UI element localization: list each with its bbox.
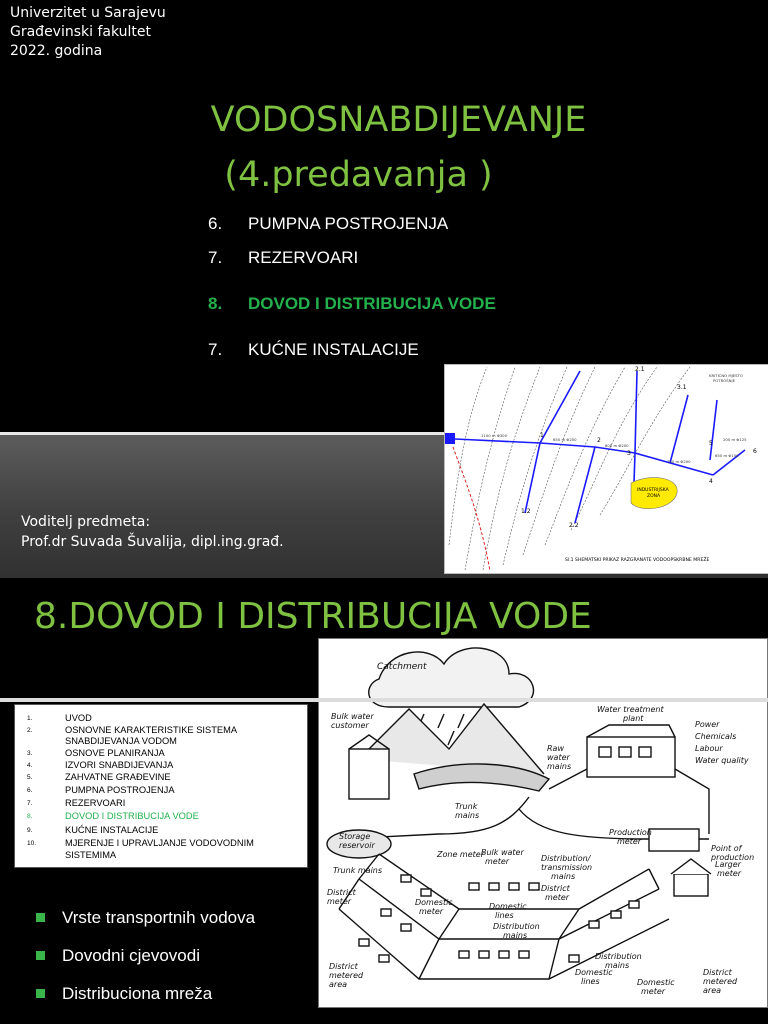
label-trunk-mains: Trunk <box>455 802 478 811</box>
outline-label: OSNOVNE KARAKTERISTIKE SISTEMA <box>65 725 238 735</box>
label-distribution: transmission <box>541 863 593 872</box>
label-district-metered-area: District <box>703 968 732 977</box>
zone-label: INDUSTRIJSKA <box>637 488 669 493</box>
label-distribution-mains: mains <box>605 961 630 970</box>
topic-item-highlighted <box>208 294 496 314</box>
outline-label: DOVOD I DISTRIBUCIJA VODE <box>65 811 199 821</box>
faculty-name: Građevinski fakultet <box>10 24 152 40</box>
label-bulk-customer: customer <box>331 721 369 730</box>
topic-label: KUĆNE INSTALACIJE <box>248 340 419 359</box>
label-zone-meter: Zone meter <box>437 850 484 859</box>
label-production-meter: Production <box>609 828 652 837</box>
label-treatment-plant: plant <box>623 714 644 723</box>
label-district-metered-area: area <box>329 980 348 989</box>
label-domestic-lines: Domestic <box>575 968 613 977</box>
outline-label: PUMPNA POSTROJENJA <box>65 785 175 795</box>
label-domestic-meter: Domestic <box>637 978 675 987</box>
course-outline-box <box>14 704 308 868</box>
topic-item <box>208 340 419 360</box>
node-label: 2.2 <box>569 522 579 529</box>
node-label: 2 <box>597 437 601 444</box>
label-treatment-plant: Water treatment <box>597 705 664 714</box>
lecturer-info <box>21 512 284 552</box>
bullet-text: Distribuciona mreža <box>62 984 213 1003</box>
label-production-meter: meter <box>617 837 642 846</box>
label-storage: Storage <box>339 832 371 841</box>
zone-label: ZONA <box>647 494 661 499</box>
outline-number: 6. <box>27 787 33 794</box>
outline-label: ZAHVATNE GRAĐEVINE <box>65 772 171 782</box>
outline-number: 3. <box>27 750 33 757</box>
label-trunk-mains: Trunk mains <box>333 866 383 875</box>
node-label: 1 <box>540 432 544 439</box>
bullet-text: Vrste transportnih vodova <box>62 908 256 927</box>
critical-point-label: KRITIČNO MJESTO <box>709 373 743 378</box>
water-system-svg <box>319 639 767 1007</box>
label-raw-mains: Raw <box>547 744 565 753</box>
outline-label: MJERENJE I UPRAVLJANJE VODOVODNIM <box>65 838 254 848</box>
outline-number: 5. <box>27 774 33 781</box>
topic-label: REZERVOARI <box>248 248 359 267</box>
label-domestic-meter: Domestic <box>415 898 453 907</box>
label-larger-meter: Larger <box>715 860 741 869</box>
label-district-metered-area: area <box>703 986 722 995</box>
label-raw-mains: water <box>547 753 570 762</box>
topic-label: DOVOD I DISTRIBUCIJA VODE <box>248 294 496 313</box>
label-bulk-meter: Bulk water <box>481 848 524 857</box>
bullet-square-icon <box>36 989 45 998</box>
node-label: 5 <box>709 440 713 447</box>
label-legend: Chemicals <box>695 732 737 741</box>
outline-label: SISTEMIMA <box>65 850 117 860</box>
pump-icon <box>445 433 455 444</box>
topic-number: 6. <box>208 214 223 233</box>
node-label: 4 <box>709 478 713 485</box>
pipe-label: 750 m Φ200 <box>667 459 691 464</box>
outline-number: 2. <box>27 727 33 734</box>
label-district-meter: meter <box>545 893 570 902</box>
label-district-metered-area: metered <box>703 977 738 986</box>
label-domestic-meter: meter <box>641 987 666 996</box>
label-domestic-meter: meter <box>419 907 444 916</box>
water-system-illustration <box>318 638 768 1008</box>
node-label: 1.2 <box>521 508 531 515</box>
label-point-of-production: production <box>711 853 755 862</box>
label-distribution: Distribution/ <box>541 854 591 863</box>
slide-title: VODOSNABDIJEVANJE <box>210 100 587 140</box>
pipe-label: 650 m Φ250 <box>553 437 577 442</box>
topic-label: PUMPNA POSTROJENJA <box>248 214 449 233</box>
pipe-label: 200 m Φ125 <box>723 437 747 442</box>
slide-2-divider <box>0 698 768 702</box>
node-label: 3 <box>627 450 631 457</box>
network-schematic <box>444 364 768 574</box>
outline-number: 1. <box>27 715 33 722</box>
label-distribution-mains: mains <box>503 931 528 940</box>
schema-caption: Sl.1 SHEMATSKI PRIKAZ RAZGRANATE VODOOPSKRBNE MREŽE <box>565 558 710 563</box>
topic-item <box>208 214 448 234</box>
label-domestic-lines: Domestic <box>489 902 527 911</box>
label-domestic-lines: lines <box>495 911 514 920</box>
topic-number: 7. <box>208 248 223 267</box>
outline-number: 7. <box>27 800 33 807</box>
label-distribution-mains: Distribution <box>493 922 540 931</box>
label-raw-mains: mains <box>547 762 572 771</box>
topic-number: 8. <box>208 294 223 313</box>
lecturer-label: Voditelj predmeta: <box>21 514 151 530</box>
outline-number: 10. <box>27 840 37 847</box>
university-name: Univerzitet u Sarajevu <box>10 5 166 21</box>
label-point-of-production: Point of <box>711 844 742 853</box>
network-schematic-svg <box>445 365 768 573</box>
outline-label: REZERVOARI <box>65 798 126 808</box>
outline-label: SNABDIJEVANJA VODOM <box>65 736 177 746</box>
bullet-square-icon <box>36 951 45 960</box>
label-bulk-customer: Bulk water <box>331 712 374 721</box>
node-label: 6 <box>753 448 757 455</box>
pipe-label: 650 m Φ150 <box>715 453 739 458</box>
outline-label: IZVORI SNABDIJEVANJA <box>65 760 174 770</box>
pipe-label: 800 m Φ200 <box>605 443 629 448</box>
label-trunk-mains: mains <box>455 811 480 820</box>
label-district-meter: meter <box>327 897 352 906</box>
topic-item <box>208 248 358 268</box>
outline-label: OSNOVE PLANIRANJA <box>65 748 165 758</box>
university-info <box>10 4 166 61</box>
label-legend: Labour <box>695 744 723 753</box>
slide-2-title: 8.DOVOD I DISTRIBUCIJA VODE <box>34 596 592 637</box>
pipe-label: 1100 m Φ300 <box>481 433 508 438</box>
label-domestic-lines: lines <box>581 977 600 986</box>
outline-number: 8. <box>27 813 33 820</box>
label-distribution-mains: Distribution <box>595 952 642 961</box>
label-legend: Water quality <box>695 756 749 765</box>
slide-2 <box>0 578 768 1024</box>
bullet-text: Dovodni cjevovodi <box>62 946 200 965</box>
node-label: 3.1 <box>677 384 687 391</box>
topic-number: 7. <box>208 340 223 359</box>
label-district-metered-area: metered <box>329 971 364 980</box>
outline-number: 9. <box>27 827 33 834</box>
label-distribution: mains <box>551 872 576 881</box>
academic-year: 2022. godina <box>10 43 103 59</box>
slide-subtitle: (4.predavanja ) <box>224 155 493 195</box>
label-district-metered-area: District <box>329 962 358 971</box>
outline-label: UVOD <box>65 713 92 723</box>
label-larger-meter: meter <box>717 869 742 878</box>
bullet-square-icon <box>36 913 45 922</box>
outline-label: KUĆNE INSTALACIJE <box>65 825 159 835</box>
label-catchment: Catchment <box>377 662 427 672</box>
label-district-meter: District <box>327 888 356 897</box>
label-district-meter: District <box>541 884 570 893</box>
node-label: 2.1 <box>635 366 645 373</box>
label-legend: Power <box>695 720 720 729</box>
label-bulk-meter: meter <box>485 857 510 866</box>
lecturer-name: Prof.dr Suvada Šuvalija, dipl.ing.građ. <box>21 534 284 550</box>
label-storage: reservoir <box>339 841 375 850</box>
outline-number: 4. <box>27 762 33 769</box>
critical-point-label: POTROŠNJE <box>713 378 735 383</box>
